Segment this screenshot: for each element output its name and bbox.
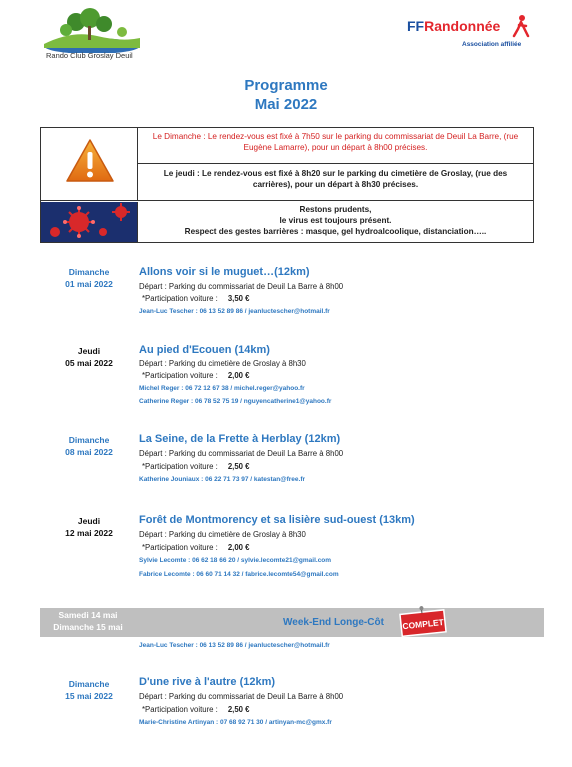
event-title: Forêt de Montmorency et sa lisière sud-ouest (13km) xyxy=(139,514,415,526)
event-departure: Départ : Parking du commissariat de Deuil La Barre à 8h00 xyxy=(139,692,344,701)
event-participation: *Participation voiture : 2,00 € xyxy=(142,371,250,380)
warning-cell xyxy=(41,128,138,201)
weekend-title: Week-End Longe-Côt xyxy=(283,617,384,628)
virus-image xyxy=(41,202,138,242)
event-contact[interactable]: Marie-Christine Artinyan : 07 68 92 71 30 / artinyan-mc@gmx.fr xyxy=(139,719,332,726)
svg-text:COMPLET: COMPLET xyxy=(401,616,445,632)
event-contact[interactable]: Jean-Luc Tescher : 06 13 52 89 86 / jeanluctescher@hotmail.fr xyxy=(139,308,330,315)
event-contact[interactable]: Fabrice Lecomte : 06 60 71 14 32 / fabrice.lecomte54@gmail.com xyxy=(139,571,339,578)
event-contact[interactable]: Michel Reger : 06 72 12 67 38 / michel.reger@yahoo.fr xyxy=(139,385,305,392)
event-participation: *Participation voiture : 3,50 € xyxy=(142,294,250,303)
event-participation: *Participation voiture : 2,50 € xyxy=(142,462,250,471)
event-departure: Départ : Parking du commissariat de Deuil La Barre à 8h00 xyxy=(139,282,344,291)
event-departure: Départ : Parking du commissariat de Deuil La Barre à 8h00 xyxy=(139,449,344,458)
event-date: Dimanche 15 mai 2022 xyxy=(65,679,113,701)
event-date: Dimanche 08 mai 2022 xyxy=(65,435,113,457)
notice-box xyxy=(40,127,534,243)
event-participation: *Participation voiture : 2,50 € xyxy=(142,705,250,714)
event-participation: *Participation voiture : 2,00 € xyxy=(142,543,250,552)
event-date: Dimanche 01 mai 2022 xyxy=(65,267,113,289)
thursday-notice: Le jeudi : Le rendez-vous est fixé à 8h20 sur le parking du cimetière de Groslay, (rue des carrières), pour un départ à 8h30 précises. xyxy=(138,165,533,201)
page-title xyxy=(0,76,572,114)
event-title: D'une rive à l'autre (12km) xyxy=(139,676,276,688)
covid-notice: Restons prudents, le virus est toujours présent. Respect des gestes barrières : masque, gel hydroalcoolique, distanciation….. xyxy=(184,205,487,236)
event-contact[interactable]: Catherine Reger : 06 78 52 75 19 / nguyencatherine1@yahoo.fr xyxy=(139,398,332,405)
title-line2: Mai 2022 xyxy=(254,96,318,113)
event-contact[interactable]: Katherine Jouniaux : 06 22 71 73 97 / katestan@free.fr xyxy=(139,476,306,483)
event-contact[interactable]: Sylvie Lecomte : 06 62 18 66 20 / sylvie.lecomte21@gmail.com xyxy=(139,557,332,564)
event-contact[interactable]: Jean-Luc Tescher : 06 13 52 89 86 / jeanluctescher@hotmail.fr xyxy=(139,642,330,649)
event-title: Au pied d'Ecouen (14km) xyxy=(139,344,270,356)
federation-tagline: Association affiliée xyxy=(462,41,522,48)
event-departure: Départ : Parking du cimetière de Groslay à 8h30 xyxy=(139,359,306,368)
hiker-icon xyxy=(512,14,530,43)
event-title: La Seine, de la Frette à Herblay (12km) xyxy=(139,433,341,445)
federation-logo: FFRandonnée xyxy=(407,18,501,34)
complet-stamp xyxy=(398,606,450,645)
warning-icon xyxy=(65,138,115,184)
event-departure: Départ : Parking du cimetière de Groslay à 8h30 xyxy=(139,530,306,539)
event-title: Allons voir si le muguet…(12km) xyxy=(139,266,310,278)
event-date: Jeudi 05 mai 2022 xyxy=(65,346,113,368)
club-name: Rando Club Groslay Deuil xyxy=(46,51,133,60)
event-date: Jeudi 12 mai 2022 xyxy=(65,516,113,538)
weekend-date: Samedi 14 mai Dimanche 15 mai xyxy=(53,610,123,632)
title-line1: Programme xyxy=(244,77,328,94)
sunday-notice: Le Dimanche : Le rendez-vous est fixé à 7h50 sur le parking du commissariat de Deuil La Barre, (rue Eugène Lamarre), pour un départ à 8h00 précises. xyxy=(138,128,533,164)
